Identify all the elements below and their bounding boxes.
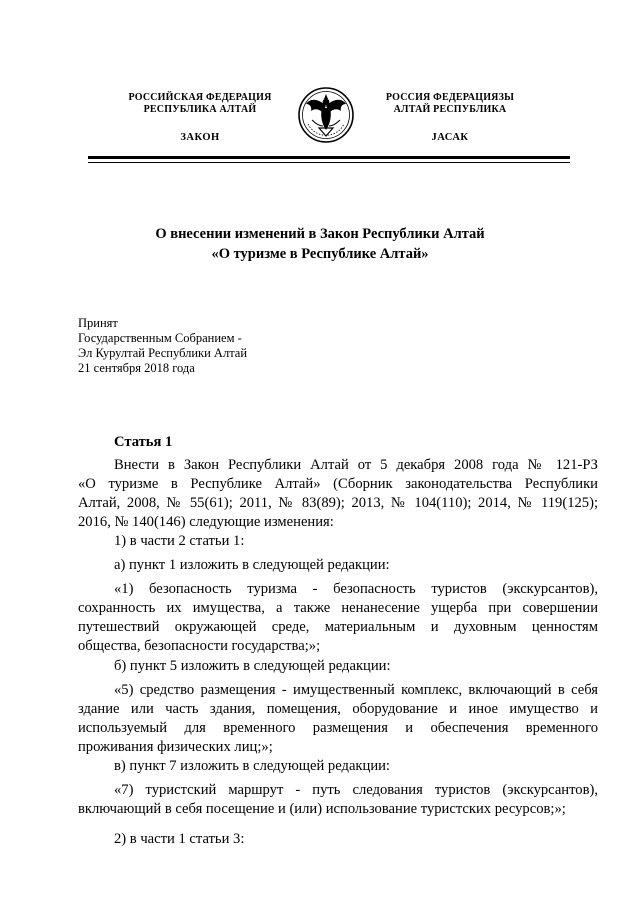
paragraph-line: «О туризме в Республике Алтай» (Сборник законодательства Республики (78, 476, 598, 492)
paragraph-line: путешествий окружающей среде, материальным и духовным ценностям (78, 619, 598, 635)
law-title (70, 224, 570, 264)
header-divider-thick (88, 156, 570, 159)
law-title-line-2: «О туризме в Республике Алтай» (211, 246, 429, 262)
republic-altai-coat-of-arms-icon (296, 84, 356, 146)
item-2: 2) в части 1 статьи 3: (114, 831, 245, 847)
header-left (100, 92, 300, 144)
adoption-line-3: Эл Курултай Республики Алтай (78, 346, 248, 360)
paragraph-line: «7) туристский маршрут - путь следования туристов (экскурсантов), (114, 782, 598, 798)
quote-paragraph-3 (78, 781, 598, 819)
paragraph-line: Алтай, 2008, № 55(61); 2011, № 83(89); 2013, № 104(110); 2014, № 119(125); (78, 495, 598, 511)
paragraph-line: 2016, № 140(146) следующие изменения: (78, 514, 334, 530)
item-1b: б) пункт 5 изложить в следующей редакции: (114, 658, 391, 674)
header-divider-thin (88, 162, 570, 163)
article-title: Статья 1 (114, 434, 173, 450)
paragraph-line: проживания физических лиц;»; (78, 739, 273, 755)
header-right-law: JАСАК (431, 132, 469, 143)
header-left-country: РОССИЙСКАЯ ФЕДЕРАЦИЯ (128, 92, 272, 103)
paragraph-line: здание или часть здания, помещения, оборудование и иное имущество и (78, 701, 598, 717)
item-1a: а) пункт 1 изложить в следующей редакции: (114, 557, 390, 573)
adoption-date: 21 сентября 2018 года (78, 361, 195, 375)
paragraph-line: общества, безопасности государства;»; (78, 638, 321, 654)
paragraph-line: сохранность их имущества, а также ненанесение ущерба при совершении (78, 600, 598, 616)
article-intro-paragraph (78, 456, 598, 532)
header-right-country: РОССИЯ ФЕДЕРАЦИЯЗЫ (385, 92, 515, 103)
paragraph-line: «1) безопасность туризма - безопасность туристов (экскурсантов), (114, 581, 598, 597)
paragraph-line: Внести в Закон Республики Алтай от 5 декабря 2008 года № 121-РЗ (114, 457, 598, 473)
header-right (355, 92, 545, 144)
quote-paragraph-1 (78, 580, 598, 656)
law-title-line-1: О внесении изменений в Закон Республики Алтай (155, 226, 485, 242)
paragraph-line: включающий в себя посещение и (или) использование туристских ресурсов;»; (78, 801, 566, 817)
adoption-line-2: Государственным Собранием - (78, 331, 242, 345)
header-left-republic: РЕСПУБЛИКА АЛТАЙ (143, 104, 257, 115)
adoption-info (78, 316, 247, 376)
header-right-republic: АЛТАЙ РЕСПУБЛИКА (393, 104, 507, 115)
adoption-line-1: Принят (78, 316, 118, 330)
item-1: 1) в части 2 статьи 1: (114, 533, 245, 549)
header-left-law: ЗАКОН (180, 132, 220, 143)
paragraph-line: «5) средство размещения - имущественный комплекс, включающий в себя (114, 682, 598, 698)
paragraph-line: используемый для временного размещения и обеспечения временного (78, 720, 598, 736)
item-1c: в) пункт 7 изложить в следующей редакции: (114, 758, 390, 774)
quote-paragraph-2 (78, 681, 598, 757)
